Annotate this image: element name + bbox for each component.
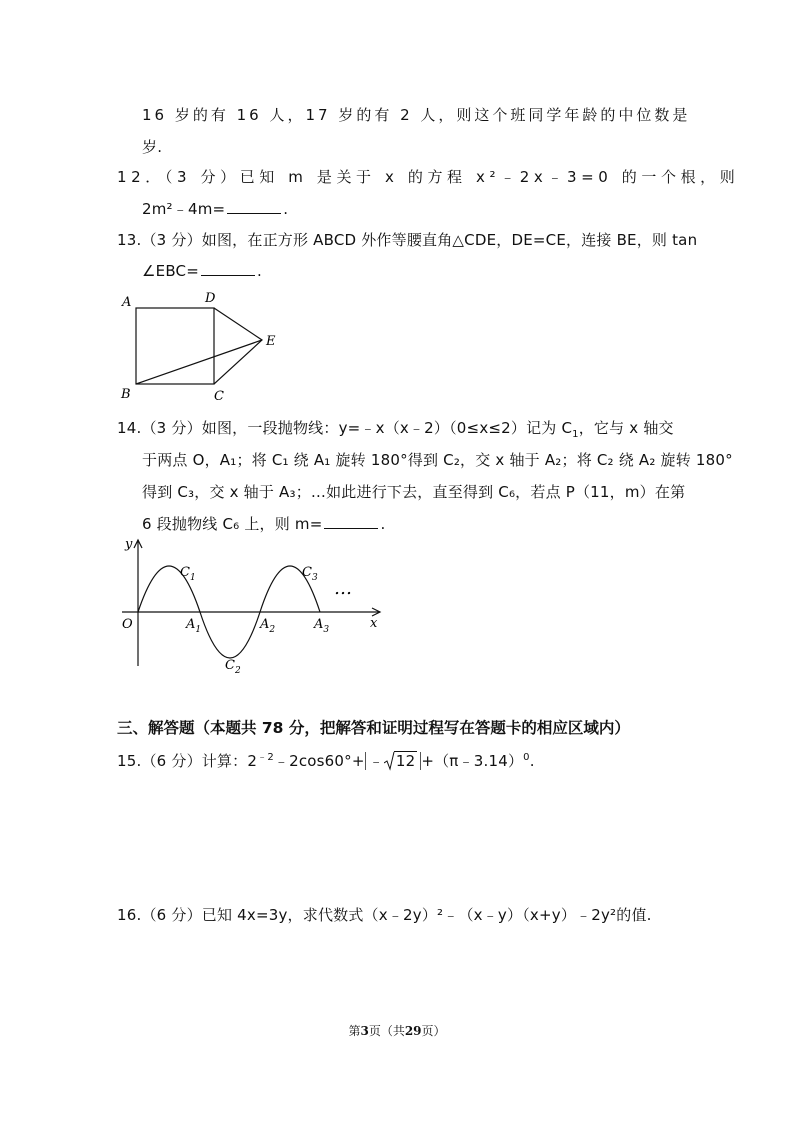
q14-answer-blank[interactable] bbox=[324, 514, 378, 529]
q14-parabola-figure bbox=[112, 534, 392, 674]
square-root: 12 bbox=[384, 752, 418, 770]
label-a1: $A_1$ bbox=[186, 617, 202, 635]
q14-line3: 得到 C₃，交 x 轴于 A₃；…如此进行下去，直至得到 C₆，若点 P（11，m）在第 bbox=[142, 483, 686, 501]
curve-c2 bbox=[200, 612, 260, 658]
label-c1: $C_1$ bbox=[180, 565, 196, 583]
label-a3: $A_3$ bbox=[314, 617, 330, 635]
label-c2: $C_2$ bbox=[225, 658, 241, 674]
q12-answer-blank[interactable] bbox=[227, 199, 281, 214]
q12-expression: 2m²﹣4m= bbox=[142, 200, 226, 218]
page-number: 3 bbox=[360, 1024, 369, 1038]
q13-line2: ∠EBC= . bbox=[142, 262, 262, 280]
label-e: E bbox=[266, 334, 276, 349]
label-a2: $A_2$ bbox=[260, 617, 276, 635]
triangle-cde bbox=[214, 308, 262, 384]
ellipsis: … bbox=[334, 578, 352, 599]
label-a: A bbox=[122, 295, 132, 310]
segment-be bbox=[136, 340, 262, 384]
q13-expression: ∠EBC= bbox=[142, 262, 199, 280]
q12-line1: 12．（3 分）已知 m 是关于 x 的方程 x²﹣2x﹣3=0 的一个根，则 bbox=[117, 168, 740, 186]
q14-expression: 6 段抛物线 C₆ 上，则 m= bbox=[142, 515, 323, 533]
section-3-heading: 三、解答题（本题共 78 分，把解答和证明过程写在答题卡的相应区域内） bbox=[117, 719, 630, 737]
q14-line1: 14.（3 分）如图，一段抛物线：y=﹣x（x﹣2）（0≤x≤2）记为 $C_1$，它与 x 轴交 bbox=[117, 419, 674, 440]
q12-line2: 2m²﹣4m= . bbox=[142, 200, 289, 218]
label-c3: $C_3$ bbox=[302, 565, 318, 583]
q11-line2: 岁. bbox=[142, 138, 163, 156]
q16-line: 16.（6 分）已知 4x=3y，求代数式（x﹣2y）²﹣（x﹣y）（x+y）﹣2y²的值. bbox=[117, 906, 652, 924]
label-b: B bbox=[121, 387, 131, 402]
q14-line4: 6 段抛物线 C₆ 上，则 m= . bbox=[142, 515, 386, 533]
q14-line2: 于两点 O，A₁；将 C₁ 绕 A₁ 旋转 180°得到 C₂，交 x 轴于 A₂；将 C₂ 绕 A₂ 旋转 180° bbox=[142, 451, 733, 469]
page-footer: 第3页（共29页） bbox=[348, 1024, 446, 1038]
label-y: y bbox=[125, 537, 133, 552]
absolute-value: ﹣ 12 bbox=[365, 752, 422, 770]
q13-answer-blank[interactable] bbox=[201, 261, 255, 276]
total-pages: 29 bbox=[404, 1024, 422, 1038]
radical-sign-icon bbox=[384, 751, 395, 771]
label-x: x bbox=[370, 616, 378, 631]
q13-square-figure bbox=[112, 288, 292, 406]
q13-line1: 13.（3 分）如图，在正方形 ABCD 外作等腰直角△CDE，DE=CE，连接 BE，则 tan bbox=[117, 231, 698, 249]
q11-line1: 16 岁的有 16 人，17 岁的有 2 人，则这个班同学年龄的中位数是 bbox=[142, 106, 691, 124]
label-d: D bbox=[205, 291, 216, 306]
square-abcd bbox=[136, 308, 214, 384]
label-o: O bbox=[122, 617, 133, 632]
label-c: C bbox=[214, 389, 224, 404]
q15-line: 15.（6 分）计算：$2^{﹣2}﹣2\cos 60^\circ+$ ﹣ 12 +（π﹣3.14）$^0$. bbox=[117, 752, 535, 770]
